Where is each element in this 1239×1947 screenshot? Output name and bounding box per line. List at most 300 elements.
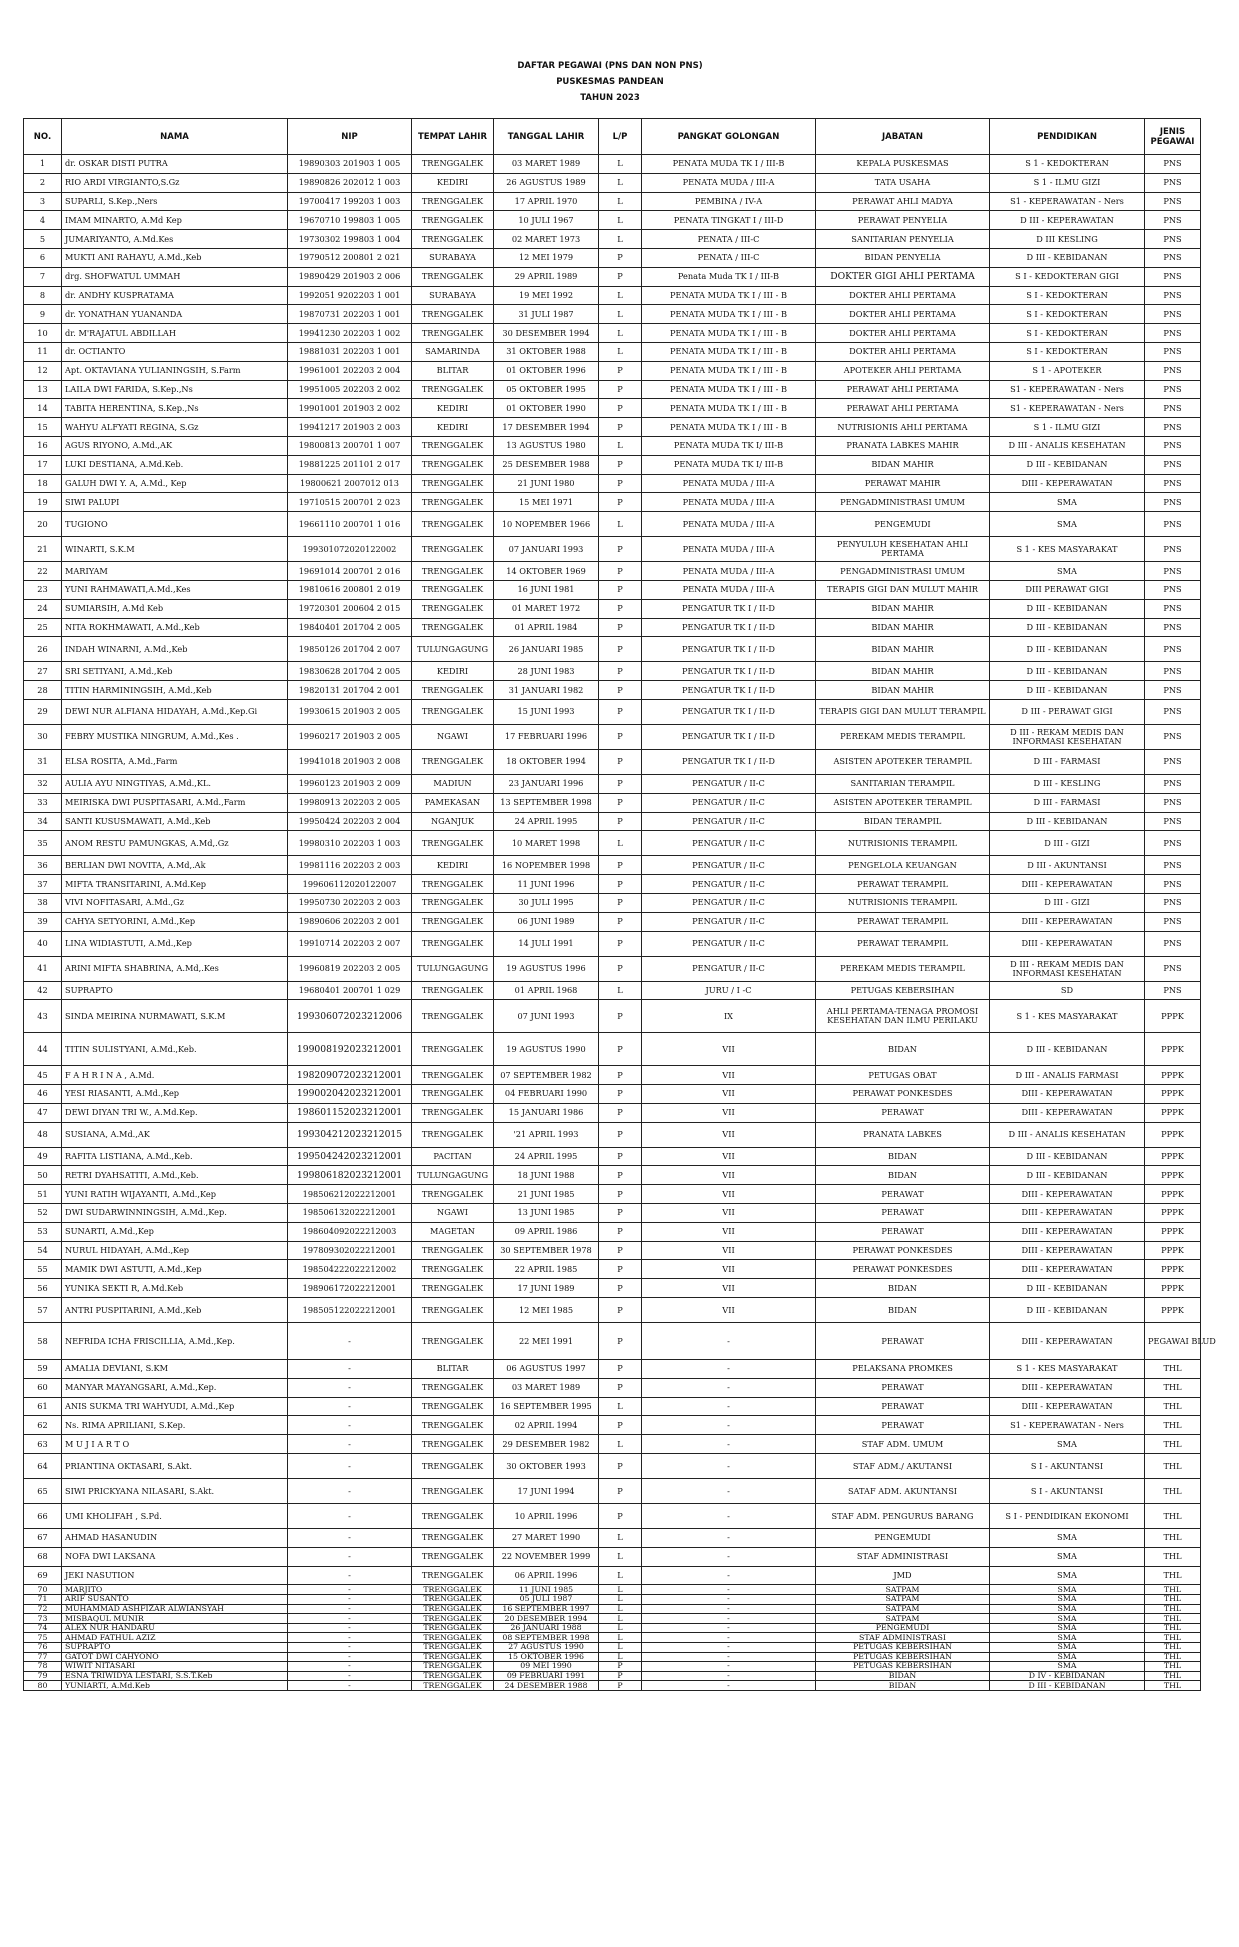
col-pangkat-golongan-cell: PENGATUR / II-C	[642, 812, 816, 831]
col-nip-cell: 19980310 202203 1 003	[288, 831, 412, 856]
table-row	[24, 1435, 1201, 1454]
col-pangkat-golongan-cell: PENATA MUDA / III-A	[642, 562, 816, 581]
col-pendidikan-cell: S I - KEDOKTERAN	[990, 342, 1145, 361]
col-lp-cell: L	[599, 831, 642, 856]
col-tempat-lahir-cell: TRENGGALEK	[412, 599, 494, 618]
col-jenis-pegawai-cell: PNS	[1145, 893, 1201, 912]
col-nip-cell: 19910714 202203 2 007	[288, 931, 412, 956]
col-jabatan-cell: DOKTER AHLI PERTAMA	[816, 286, 990, 305]
col-lp-cell: P	[599, 1166, 642, 1185]
col-tanggal-lahir-cell: 14 JULI 1991	[494, 931, 599, 956]
col-no-cell: 74	[24, 1623, 62, 1633]
col-nip-cell: 19820131 201704 2 001	[288, 681, 412, 700]
col-pangkat-golongan-cell: PEMBINA / IV-A	[642, 192, 816, 211]
col-tanggal-lahir-cell: 26 JANUARI 1988	[494, 1623, 599, 1633]
col-jabatan-cell: PERAWAT MAHIR	[816, 474, 990, 493]
col-pendidikan-cell: D III KESLING	[990, 230, 1145, 249]
col-nip-cell: -	[288, 1504, 412, 1529]
col-tanggal-lahir-cell: 17 FEBRUARI 1996	[494, 724, 599, 749]
col-pendidikan-cell: SMA	[990, 1633, 1145, 1643]
col-nip-cell: -	[288, 1454, 412, 1479]
col-nip-cell: 19700417 199203 1 003	[288, 192, 412, 211]
col-jabatan-cell: SANITARIAN PENYELIA	[816, 230, 990, 249]
table-row	[24, 856, 1201, 875]
col-lp-cell: P	[599, 1085, 642, 1104]
col-tempat-lahir-cell: TRENGGALEK	[412, 155, 494, 174]
col-tempat-lahir-cell: BLITAR	[412, 1360, 494, 1379]
col-pangkat-golongan-cell: VII	[642, 1241, 816, 1260]
col-nama-cell: MAMIK DWI ASTUTI, A.Md.,Kep	[62, 1260, 288, 1279]
col-no-cell: 44	[24, 1033, 62, 1066]
col-pangkat-golongan-cell: PENATA MUDA TK I / III - B	[642, 380, 816, 399]
table-row	[24, 1397, 1201, 1416]
col-tanggal-lahir-cell: 02 APRIL 1994	[494, 1416, 599, 1435]
col-tempat-lahir-cell: TRENGGALEK	[412, 931, 494, 956]
col-tanggal-lahir-cell: 12 MEI 1985	[494, 1298, 599, 1323]
col-no-cell: 72	[24, 1604, 62, 1614]
col-jabatan-cell: BIDAN	[816, 1671, 990, 1681]
col-jenis-pegawai-cell: PNS	[1145, 724, 1201, 749]
col-no-cell: 60	[24, 1378, 62, 1397]
col-jenis-pegawai-cell: THL	[1145, 1416, 1201, 1435]
col-tanggal-lahir-cell: 27 AGUSTUS 1990	[494, 1643, 599, 1653]
col-jabatan-cell: PERAWAT	[816, 1185, 990, 1204]
col-tanggal-lahir-cell: 24 DESEMBER 1988	[494, 1681, 599, 1691]
col-tanggal-lahir-cell: 14 OKTOBER 1969	[494, 562, 599, 581]
col-pendidikan-cell: S I - PENDIDIKAN EKONOMI	[990, 1504, 1145, 1529]
col-lp-cell: P	[599, 1241, 642, 1260]
col-nama-cell: RETRI DYAHSATITI, A.Md.,Keb.	[62, 1166, 288, 1185]
col-pendidikan-cell: D III - ANALIS FARMASI	[990, 1066, 1145, 1085]
col-nip-cell: -	[288, 1681, 412, 1691]
col-pangkat-golongan-cell: -	[642, 1397, 816, 1416]
col-tempat-lahir-cell: TRENGGALEK	[412, 305, 494, 324]
col-tempat-lahir-cell: SAMARINDA	[412, 342, 494, 361]
col-no-cell: 28	[24, 681, 62, 700]
table-row	[24, 1222, 1201, 1241]
col-pangkat-golongan-cell: PENGATUR TK I / II-D	[642, 749, 816, 774]
table-row	[24, 230, 1201, 249]
col-tanggal-lahir-cell: 13 JUNI 1985	[494, 1204, 599, 1223]
col-jenis-pegawai-cell: PNS	[1145, 155, 1201, 174]
col-nama-cell: JEKI NASUTION	[62, 1566, 288, 1585]
col-jabatan-cell: BIDAN MAHIR	[816, 637, 990, 662]
col-pendidikan-cell: DIII - KEPERAWATAN	[990, 912, 1145, 931]
col-lp-cell: P	[599, 580, 642, 599]
col-no-cell: 77	[24, 1652, 62, 1662]
col-jenis-pegawai-cell: PNS	[1145, 493, 1201, 512]
col-lp-cell: L	[599, 173, 642, 192]
col-tempat-lahir-cell: TRENGGALEK	[412, 1595, 494, 1605]
col-lp-cell: L	[599, 436, 642, 455]
col-pendidikan-cell: S 1 - APOTEKER	[990, 361, 1145, 380]
col-pendidikan-cell: S I - KEDOKTERAN	[990, 305, 1145, 324]
col-tanggal-lahir-cell: 15 JUNI 1993	[494, 699, 599, 724]
col-nama-cell: LUKI DESTIANA, A.Md.Keb.	[62, 455, 288, 474]
col-nip-cell: 197809302022212001	[288, 1241, 412, 1260]
col-pendidikan-cell: DIII - KEPERAWATAN	[990, 1085, 1145, 1104]
col-tanggal-lahir-cell: 19 MEI 1992	[494, 286, 599, 305]
col-nip-cell: 199008192023212001	[288, 1033, 412, 1066]
col-pendidikan-cell: DIII - KEPERAWATAN	[990, 1260, 1145, 1279]
col-pangkat-golongan-cell: PENGATUR / II-C	[642, 912, 816, 931]
col-jenis-pegawai-cell: THL	[1145, 1435, 1201, 1454]
col-tempat-lahir-cell: TRENGGALEK	[412, 1633, 494, 1643]
col-pangkat-golongan-cell: PENATA MUDA / III-A	[642, 512, 816, 537]
col-tempat-lahir-cell: TRENGGALEK	[412, 1479, 494, 1504]
col-tempat-lahir-cell: KEDIRI	[412, 856, 494, 875]
col-nama-cell: NOFA DWI LAKSANA	[62, 1547, 288, 1566]
col-no-cell: 54	[24, 1241, 62, 1260]
col-pangkat-golongan-cell: PENGATUR TK I / II-D	[642, 637, 816, 662]
col-pendidikan-cell: D III - KEBIDANAN	[990, 618, 1145, 637]
col-pendidikan-cell: SMA	[990, 512, 1145, 537]
col-no-cell: 41	[24, 956, 62, 981]
col-tempat-lahir-cell: TRENGGALEK	[412, 211, 494, 230]
col-nip-cell: -	[288, 1529, 412, 1548]
col-no-cell: 38	[24, 893, 62, 912]
col-no-cell: 68	[24, 1547, 62, 1566]
table-row	[24, 812, 1201, 831]
col-pangkat-golongan-cell: -	[642, 1416, 816, 1435]
col-pangkat-golongan-cell: -	[642, 1614, 816, 1624]
col-nama-cell: NITA ROKHMAWATI, A.Md.,Keb	[62, 618, 288, 637]
col-nip-cell: 19951005 202203 2 002	[288, 380, 412, 399]
col-jabatan-cell: STAF ADM. UMUM	[816, 1435, 990, 1454]
table-body	[24, 155, 1216, 1691]
col-pangkat-golongan-cell: PENGATUR / II-C	[642, 831, 816, 856]
col-pendidikan-cell: D III - KEBIDANAN	[990, 637, 1145, 662]
col-tempat-lahir-cell: TRENGGALEK	[412, 1122, 494, 1147]
col-nip-cell: 19890606 202203 2 001	[288, 912, 412, 931]
col-pendidikan-cell: S 1 - KEDOKTERAN	[990, 155, 1145, 174]
col-lp-cell: P	[599, 599, 642, 618]
col-jenis-pegawai-cell: PNS	[1145, 455, 1201, 474]
col-pendidikan-cell: D III - KESLING	[990, 774, 1145, 793]
document-title: DAFTAR PEGAWAI (PNS DAN NON PNS)	[517, 61, 703, 71]
col-nama-cell: IMAM MINARTO, A.Md Kep	[62, 211, 288, 230]
col-lp-cell: L	[599, 1643, 642, 1653]
col-tanggal-lahir-cell: 30 DESEMBER 1994	[494, 324, 599, 343]
col-nama-cell: WAHYU ALFYATI REGINA, S.Gz	[62, 418, 288, 437]
col-jenis-pegawai-cell: PNS	[1145, 324, 1201, 343]
col-nama-cell: ANOM RESTU PAMUNGKAS, A.Md,.Gz	[62, 831, 288, 856]
col-no-cell: 11	[24, 342, 62, 361]
table-row	[24, 1614, 1201, 1624]
col-jabatan-cell: NUTRISIONIS TERAMPIL	[816, 831, 990, 856]
col-pangkat-golongan-cell: PENATA MUDA / III-A	[642, 537, 816, 562]
table-row	[24, 1241, 1201, 1260]
col-nama-cell: FEBRY MUSTIKA NINGRUM, A.Md.,Kes .	[62, 724, 288, 749]
table-row	[24, 192, 1201, 211]
col-nip-cell: -	[288, 1397, 412, 1416]
col-no-cell: 35	[24, 831, 62, 856]
col-jabatan-cell: PERAWAT PONKESDES	[816, 1260, 990, 1279]
col-pangkat-golongan-cell: PENATA MUDA / III-A	[642, 580, 816, 599]
col-nip-cell: 19710515 200701 2 023	[288, 493, 412, 512]
col-jenis-pegawai-cell: PNS	[1145, 286, 1201, 305]
col-jenis-pegawai-cell: PNS	[1145, 637, 1201, 662]
col-jabatan-cell: TATA USAHA	[816, 173, 990, 192]
col-nip-cell: 19930615 201903 2 005	[288, 699, 412, 724]
col-pendidikan-cell: S 1 - ILMU GIZI	[990, 418, 1145, 437]
col-lp-cell: P	[599, 474, 642, 493]
col-no-cell: 32	[24, 774, 62, 793]
col-jenis-pegawai-cell: PPPK	[1145, 1085, 1201, 1104]
col-no-cell: 50	[24, 1166, 62, 1185]
col-pendidikan-cell: S1 - KEPERAWATAN - Ners	[990, 380, 1145, 399]
col-tempat-lahir-cell: TRENGGALEK	[412, 562, 494, 581]
col-jabatan-cell: DOKTER GIGI AHLI PERTAMA	[816, 267, 990, 286]
col-jenis-pegawai-cell: PPPK	[1145, 1122, 1201, 1147]
col-nama-cell: AULIA AYU NINGTIYAS, A.Md.,KL.	[62, 774, 288, 793]
col-no-cell: 18	[24, 474, 62, 493]
col-lp-cell: P	[599, 793, 642, 812]
col-jabatan-cell: PERAWAT TERAMPIL	[816, 875, 990, 894]
col-nip-cell: -	[288, 1435, 412, 1454]
col-nip-cell: 19691014 200701 2 016	[288, 562, 412, 581]
col-pangkat-golongan-cell: PENGATUR TK I / II-D	[642, 618, 816, 637]
col-tempat-lahir-cell: TULUNGAGUNG	[412, 637, 494, 662]
table-row	[24, 1681, 1201, 1691]
table-row	[24, 1323, 1201, 1360]
col-pangkat-golongan-cell: VII	[642, 1222, 816, 1241]
col-tanggal-lahir-cell: 01 APRIL 1968	[494, 981, 599, 1000]
col-pendidikan-cell: S I - AKUNTANSI	[990, 1479, 1145, 1504]
col-pendidikan-cell: D III - KEBIDANAN	[990, 1033, 1145, 1066]
table-row	[24, 912, 1201, 931]
col-jabatan-cell: SATPAM	[816, 1595, 990, 1605]
table-row	[24, 637, 1201, 662]
col-tempat-lahir-cell: NGAWI	[412, 724, 494, 749]
col-lp-cell: L	[599, 1604, 642, 1614]
col-nip-cell: 19830628 201704 2 005	[288, 662, 412, 681]
col-tanggal-lahir-cell: 12 MEI 1979	[494, 248, 599, 267]
col-no-cell: 53	[24, 1222, 62, 1241]
col-nama-cell: TABITA HERENTINA, S.Kep.,Ns	[62, 399, 288, 418]
col-no-cell: 45	[24, 1066, 62, 1085]
col-tanggal-lahir-cell: 24 APRIL 1995	[494, 1147, 599, 1166]
col-no-cell: 56	[24, 1279, 62, 1298]
col-nip-cell: 198504222022212002	[288, 1260, 412, 1279]
col-lp-cell: L	[599, 1585, 642, 1595]
col-no-cell: 4	[24, 211, 62, 230]
col-nip-cell: 19661110 200701 1 016	[288, 512, 412, 537]
col-pendidikan-cell: SMA	[990, 562, 1145, 581]
col-nip-cell: 199301072020122002	[288, 537, 412, 562]
col-nip-cell: 19961001 202203 2 004	[288, 361, 412, 380]
col-nip-cell: 19960123 201903 2 009	[288, 774, 412, 793]
col-tanggal-lahir-cell: 16 JUNI 1981	[494, 580, 599, 599]
col-jenis-pegawai-cell: PNS	[1145, 537, 1201, 562]
table-row	[24, 1623, 1201, 1633]
table-row	[24, 875, 1201, 894]
col-jenis-pegawai-cell: PPPK	[1145, 1279, 1201, 1298]
col-pangkat-golongan-cell: -	[642, 1360, 816, 1379]
col-nama-cell: Apt. OKTAVIANA YULIANINGSIH, S.Farm	[62, 361, 288, 380]
col-nip-cell: -	[288, 1479, 412, 1504]
col-nip-cell: -	[288, 1604, 412, 1614]
col-jenis-pegawai-cell: THL	[1145, 1604, 1201, 1614]
col-jenis-pegawai-cell: PNS	[1145, 956, 1201, 981]
col-no-cell: 43	[24, 1000, 62, 1033]
col-jabatan-cell: DOKTER AHLI PERTAMA	[816, 305, 990, 324]
col-pendidikan-cell: SMA	[990, 1623, 1145, 1633]
col-jenis-pegawai-cell: PNS	[1145, 912, 1201, 931]
col-tempat-lahir-cell: TRENGGALEK	[412, 512, 494, 537]
col-jenis-pegawai-cell: PNS	[1145, 831, 1201, 856]
col-lp-cell: L	[599, 1623, 642, 1633]
col-nip-cell: 19901001 201903 2 002	[288, 399, 412, 418]
col-no-cell: 16	[24, 436, 62, 455]
col-pendidikan-cell: DIII - KEPERAWATAN	[990, 1222, 1145, 1241]
col-no-cell: 42	[24, 981, 62, 1000]
col-pangkat-golongan-cell: -	[642, 1604, 816, 1614]
col-jabatan-cell: PERAWAT PONKESDES	[816, 1241, 990, 1260]
col-tempat-lahir-cell: TRENGGALEK	[412, 1662, 494, 1672]
col-no-cell: 73	[24, 1614, 62, 1624]
col-jabatan-cell: ASISTEN APOTEKER TERAMPIL	[816, 793, 990, 812]
col-lp-cell: L	[599, 342, 642, 361]
col-jenis-pegawai-cell: PPPK	[1145, 1260, 1201, 1279]
col-pangkat-golongan-cell: VII	[642, 1204, 816, 1223]
table-row	[24, 1066, 1201, 1085]
col-jenis-pegawai-cell: PNS	[1145, 211, 1201, 230]
table-row	[24, 724, 1201, 749]
col-nip-cell: 19950424 202203 2 004	[288, 812, 412, 831]
col-jabatan-cell: PELAKSANA PROMKES	[816, 1360, 990, 1379]
col-jabatan-cell: BIDAN MAHIR	[816, 681, 990, 700]
table-row	[24, 831, 1201, 856]
col-jenis-pegawai-cell: THL	[1145, 1547, 1201, 1566]
col-nip-cell: 19790512 200801 2 021	[288, 248, 412, 267]
table-row	[24, 286, 1201, 305]
col-no-cell: 40	[24, 931, 62, 956]
col-nama-cell: LAILA DWI FARIDA, S.Kep.,Ns	[62, 380, 288, 399]
col-pendidikan-cell: S 1 - KES MASYARAKAT	[990, 537, 1145, 562]
table-row	[24, 1595, 1201, 1605]
col-no-cell: 14	[24, 399, 62, 418]
col-pendidikan-cell: DIII - KEPERAWATAN	[990, 1397, 1145, 1416]
document-year: TAHUN 2023	[580, 93, 640, 103]
col-pangkat-golongan-cell: PENGATUR TK I / II-D	[642, 662, 816, 681]
table-row	[24, 1504, 1201, 1529]
col-nip-cell: 19850126 201704 2 007	[288, 637, 412, 662]
col-no-cell: 21	[24, 537, 62, 562]
col-tempat-lahir-cell: TRENGGALEK	[412, 1671, 494, 1681]
table-row	[24, 618, 1201, 637]
table-row	[24, 1166, 1201, 1185]
col-lp-cell: P	[599, 493, 642, 512]
col-pendidikan-cell: SD	[990, 981, 1145, 1000]
col-pangkat-golongan-cell: JURU / I -C	[642, 981, 816, 1000]
table-row	[24, 455, 1201, 474]
col-nama-cell: INDAH WINARNI, A.Md.,Keb	[62, 637, 288, 662]
col-lp-cell: P	[599, 875, 642, 894]
col-jabatan-cell: SATAF ADM. AKUNTANSI	[816, 1479, 990, 1504]
col-tanggal-lahir-cell: 31 JANUARI 1982	[494, 681, 599, 700]
col-nama-cell: ANIS SUKMA TRI WAHYUDI, A.Md.,Kep	[62, 1397, 288, 1416]
col-jabatan-cell: PENYULUH KESEHATAN AHLI PERTAMA	[816, 537, 990, 562]
col-tempat-lahir-cell: TRENGGALEK	[412, 1103, 494, 1122]
col-tempat-lahir-cell: TRENGGALEK	[412, 1185, 494, 1204]
col-nama-cell: GATOT DWI CAHYONO	[62, 1652, 288, 1662]
col-pangkat-golongan-cell: -	[642, 1671, 816, 1681]
col-tempat-lahir-cell: TRENGGALEK	[412, 1547, 494, 1566]
col-lp-cell: P	[599, 1204, 642, 1223]
col-tanggal-lahir-cell: 10 NOPEMBER 1966	[494, 512, 599, 537]
col-no-cell: 55	[24, 1260, 62, 1279]
col-jenis-pegawai-cell: PPPK	[1145, 1147, 1201, 1166]
col-jabatan-cell: PETUGAS KEBERSIHAN	[816, 1652, 990, 1662]
table-row	[24, 1000, 1201, 1033]
table-row	[24, 380, 1201, 399]
col-nip-cell: 199504242023212001	[288, 1147, 412, 1166]
col-pangkat-golongan-cell: PENGATUR TK I / II-D	[642, 599, 816, 618]
col-jabatan-cell: NUTRISIONIS AHLI PERTAMA	[816, 418, 990, 437]
col-no-cell: 24	[24, 599, 62, 618]
col-nama-cell: DWI SUDARWINNINGSIH, A.Md.,Kep.	[62, 1204, 288, 1223]
col-tempat-lahir-cell: TRENGGALEK	[412, 912, 494, 931]
col-tanggal-lahir-cell: 29 APRIL 1989	[494, 267, 599, 286]
table-row	[24, 305, 1201, 324]
col-pangkat-golongan-cell: -	[642, 1454, 816, 1479]
col-pendidikan-cell: SMA	[990, 1435, 1145, 1454]
col-lp-cell: P	[599, 912, 642, 931]
col-tempat-lahir-cell: TRENGGALEK	[412, 875, 494, 894]
col-tanggal-lahir-cell: 10 JULI 1967	[494, 211, 599, 230]
table-header-row	[24, 119, 1201, 155]
col-nama-cell: dr. YONATHAN YUANANDA	[62, 305, 288, 324]
col-nama-cell: MEIRISKA DWI PUSPITASARI, A.Md.,Farm	[62, 793, 288, 812]
col-tanggal-lahir-cell: 02 MARET 1973	[494, 230, 599, 249]
col-no-cell: 23	[24, 580, 62, 599]
col-tempat-lahir-cell: TRENGGALEK	[412, 1279, 494, 1298]
col-pendidikan-cell: D III - KEPERAWATAN	[990, 211, 1145, 230]
col-jabatan-cell: AHLI PERTAMA-TENAGA PROMOSI KESEHATAN DAN ILMU PERILAKU	[816, 1000, 990, 1033]
table-row	[24, 956, 1201, 981]
col-nip-cell: 198506212022212001	[288, 1185, 412, 1204]
col-tempat-lahir-cell: PAMEKASAN	[412, 793, 494, 812]
col-pangkat-golongan-cell: PENATA / III-C	[642, 230, 816, 249]
col-pendidikan-cell: D III - KEBIDANAN	[990, 248, 1145, 267]
col-pendidikan-cell: D III - KEBIDANAN	[990, 1279, 1145, 1298]
col-pendidikan-cell: D IV - KEBIDANAN	[990, 1671, 1145, 1681]
col-tempat-lahir-cell: TRENGGALEK	[412, 1435, 494, 1454]
col-lp-cell: L	[599, 1529, 642, 1548]
col-pangkat-golongan-cell: PENATA MUDA TK I / III - B	[642, 361, 816, 380]
col-nama-cell: MIFTA TRANSITARINI, A.Md.Kep	[62, 875, 288, 894]
col-jabatan-cell: PENGEMUDI	[816, 1529, 990, 1548]
col-jabatan-cell: PERAWAT	[816, 1378, 990, 1397]
col-tanggal-lahir-cell: 09 FEBRUARI 1991	[494, 1671, 599, 1681]
col-tanggal-lahir-cell: 07 SEPTEMBER 1982	[494, 1066, 599, 1085]
col-tanggal-lahir-cell: 19 AGUSTUS 1990	[494, 1033, 599, 1066]
col-tempat-lahir-cell: KEDIRI	[412, 418, 494, 437]
col-tanggal-lahir-cell: 01 OKTOBER 1996	[494, 361, 599, 380]
col-nama-cell: SANTI KUSUSMAWATI, A.Md.,Keb	[62, 812, 288, 831]
col-jabatan-cell: PERAWAT TERAMPIL	[816, 912, 990, 931]
col-pendidikan-cell: S 1 - ILMU GIZI	[990, 173, 1145, 192]
col-no-cell: 17	[24, 455, 62, 474]
col-pendidikan-cell: SMA	[990, 1595, 1145, 1605]
table-row	[24, 155, 1201, 174]
col-jabatan-cell: APOTEKER AHLI PERTAMA	[816, 361, 990, 380]
col-tempat-lahir-cell: TRENGGALEK	[412, 493, 494, 512]
col-lp-cell: P	[599, 1147, 642, 1166]
col-lp-cell: P	[599, 1671, 642, 1681]
col-pangkat-golongan-cell: PENATA MUDA TK I / III - B	[642, 324, 816, 343]
